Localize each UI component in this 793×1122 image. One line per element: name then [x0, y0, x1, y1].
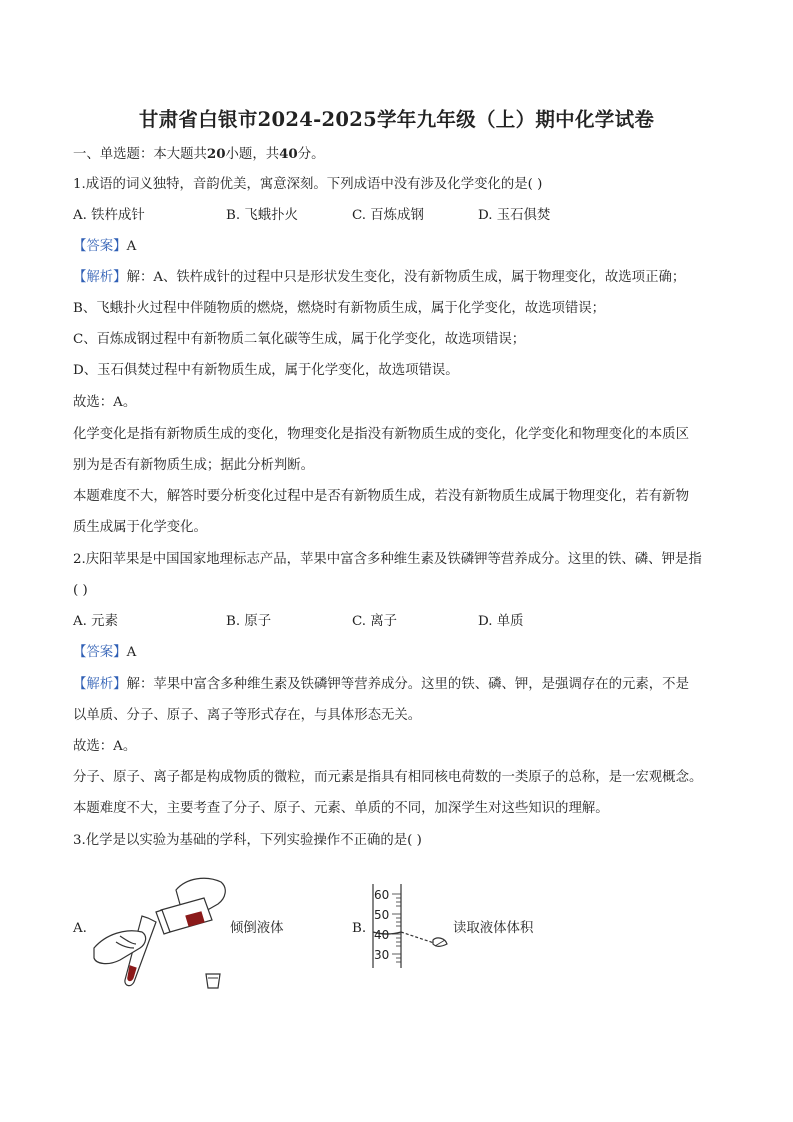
q2-stem-cont: ( ): [73, 583, 88, 598]
cylinder-tick-label: 50: [374, 908, 390, 922]
q1-answer: 【答案】A: [73, 239, 137, 254]
q2-option-c: C. 离子: [352, 614, 398, 629]
cylinder-tick-label: 30: [374, 948, 390, 962]
answer-tag: 【答案】: [73, 645, 127, 660]
q1-option-c: C. 百炼成钢: [352, 208, 424, 223]
q2-analysis-line: 【解析】解：苹果中富含多种维生素及铁磷钾等营养成分。这里的铁、磷、钾，是强调存在的元素，不是: [73, 677, 689, 692]
pouring-liquid-illustration: [86, 870, 236, 995]
q1-stem: 1.成语的词义独特，音韵优美，寓意深刻。下列成语中没有涉及化学变化的是( ): [73, 177, 543, 192]
q1-analysis-line: C、百炼成钢过程中有新物质二氧化碳等生成，属于化学变化，故选项错误；: [73, 332, 526, 347]
q3-option-b-caption: 读取液体体积: [453, 921, 534, 936]
q2-stem: 2.庆阳苹果是中国国家地理标志产品，苹果中富含多种维生素及铁磷钾等营养成分。这里的铁、磷、钾是指: [73, 552, 702, 567]
q3-option-a-letter: A.: [73, 921, 87, 936]
q2-answer: 【答案】A: [73, 645, 137, 660]
q2-option-d: D. 单质: [478, 614, 524, 629]
q1-analysis-line: 故选：A。: [73, 395, 137, 410]
q1-analysis-line: 本题难度不大，解答时要分析变化过程中是否有新物质生成，若没有新物质生成属于物理变化，若有新物: [73, 489, 689, 504]
q3-stem: 3.化学是以实验为基础的学科，下列实验操作不正确的是( ): [73, 833, 422, 848]
q3-option-b-letter: B.: [352, 921, 367, 936]
q1-analysis-line: 【解析】解：A、铁杵成针的过程中只是形状发生变化，没有新物质生成，属于物理变化，故选项正确；: [73, 270, 686, 285]
q2-analysis-line: 分子、原子、离子都是构成物质的微粒，而元素是指具有相同核电荷数的一类原子的总称，是一宏观概念。: [73, 770, 703, 785]
page-title: 甘肃省白银市2024-2025学年九年级（上）期中化学试卷: [138, 108, 655, 131]
analysis-tag: 【解析】: [73, 677, 127, 692]
cylinder-tick-label: 40: [374, 928, 390, 942]
q2-option-b: B. 原子: [226, 614, 272, 629]
q1-analysis-line: B、飞蛾扑火过程中伴随物质的燃烧，燃烧时有新物质生成，属于化学变化，故选项错误；: [73, 301, 606, 316]
cylinder-tick-label: 60: [374, 888, 390, 902]
section-header: 一、单选题：本大题共20小题，共40分。: [73, 146, 325, 162]
answer-tag: 【答案】: [73, 239, 127, 254]
q3-option-a-caption: 倾倒液体: [230, 921, 284, 936]
q1-analysis-line: D、玉石俱焚过程中有新物质生成，属于化学变化，故选项错误。: [73, 363, 459, 378]
q2-analysis-line: 故选：A。: [73, 739, 137, 754]
q1-analysis-line: 质生成属于化学变化。: [73, 520, 207, 535]
q1-option-b: B. 飞蛾扑火: [226, 208, 298, 223]
q2-option-a: A. 元素: [73, 614, 118, 629]
q1-option-a: A. 铁杵成针: [73, 208, 145, 223]
q1-option-d: D. 玉石俱焚: [478, 208, 551, 223]
analysis-tag: 【解析】: [73, 270, 127, 285]
q1-analysis-line: 化学变化是指有新物质生成的变化，物理变化是指没有新物质生成的变化，化学变化和物理变化的本质区: [73, 427, 689, 442]
q2-analysis-line: 本题难度不大，主要考查了分子、原子、元素、单质的不同，加深学生对这些知识的理解。: [73, 801, 609, 816]
q2-analysis-line: 以单质、分子、原子、离子等形式存在，与具体形态无关。: [73, 708, 422, 723]
q1-analysis-line: 别为是否有新物质生成；据此分析判断。: [73, 458, 315, 473]
